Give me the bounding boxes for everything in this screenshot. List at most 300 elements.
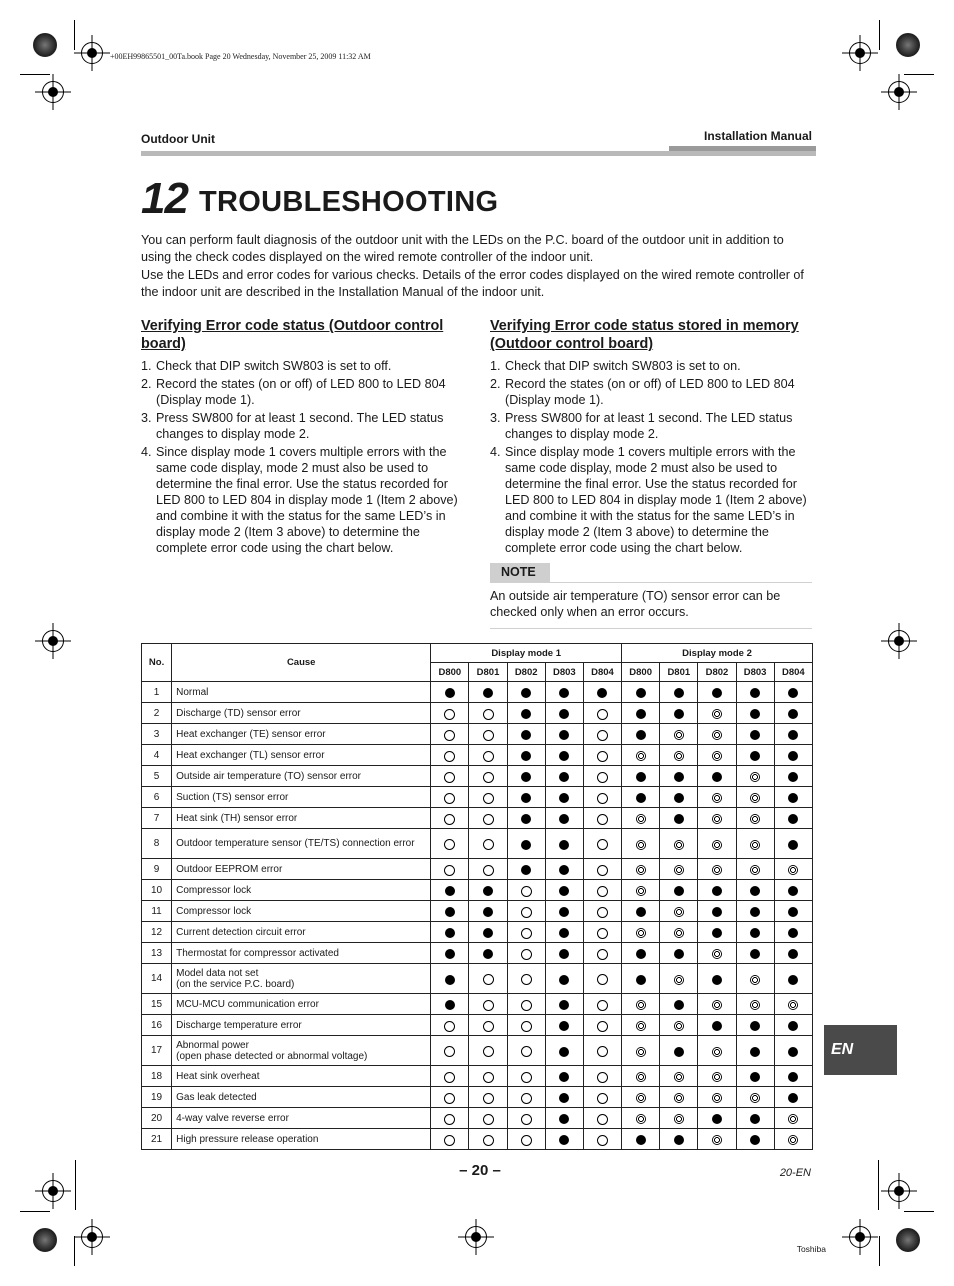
- led-state-cell: [507, 994, 545, 1015]
- led-flash-icon: [674, 975, 684, 985]
- row-cause: Thermostat for compressor activated: [172, 943, 431, 964]
- led-state-cell: [774, 880, 812, 901]
- row-number: 21: [142, 1129, 172, 1150]
- led-off-icon: [483, 839, 494, 850]
- led-state-cell: [774, 682, 812, 703]
- language-tab: EN: [824, 1025, 897, 1075]
- led-on-icon: [559, 840, 569, 850]
- note-rule: [490, 628, 812, 629]
- led-off-icon: [597, 1135, 608, 1146]
- led-on-icon: [788, 1072, 798, 1082]
- led-state-cell: [698, 682, 736, 703]
- chapter-number: 12: [141, 174, 188, 223]
- led-state-cell: [431, 964, 469, 994]
- led-on-icon: [559, 814, 569, 824]
- led-on-icon: [521, 865, 531, 875]
- led-flash-icon: [788, 865, 798, 875]
- led-state-cell: [622, 922, 660, 943]
- led-state-cell: [774, 994, 812, 1015]
- row-cause: Compressor lock: [172, 901, 431, 922]
- led-state-cell: [698, 766, 736, 787]
- led-on-icon: [712, 886, 722, 896]
- led-state-cell: [622, 1087, 660, 1108]
- led-flash-icon: [636, 840, 646, 850]
- led-flash-icon: [674, 907, 684, 917]
- led-flash-icon: [674, 840, 684, 850]
- crosshair-icon: [888, 81, 910, 103]
- led-state-cell: [507, 943, 545, 964]
- led-on-icon: [445, 688, 455, 698]
- led-state-cell: [583, 808, 621, 829]
- led-on-icon: [788, 928, 798, 938]
- led-off-icon: [444, 1046, 455, 1057]
- led-state-cell: [660, 787, 698, 808]
- row-cause: Suction (TS) sensor error: [172, 787, 431, 808]
- led-state-cell: [507, 901, 545, 922]
- table-row: [142, 994, 813, 1015]
- led-state-cell: [545, 943, 583, 964]
- led-on-icon: [559, 865, 569, 875]
- error-table-body: [142, 682, 813, 1150]
- led-state-cell: [774, 703, 812, 724]
- led-state-cell: [774, 829, 812, 859]
- led-state-cell: [736, 994, 774, 1015]
- led-flash-icon: [788, 1135, 798, 1145]
- led-on-icon: [636, 949, 646, 959]
- led-state-cell: [583, 1015, 621, 1036]
- step-item: 2. Record the states (on or off) of LED 800 to LED 804 (Display mode 1).: [490, 377, 795, 407]
- led-flash-icon: [712, 865, 722, 875]
- table-row: [142, 964, 813, 994]
- led-off-icon: [483, 814, 494, 825]
- led-state-cell: [698, 724, 736, 745]
- led-flash-icon: [636, 814, 646, 824]
- led-on-icon: [521, 793, 531, 803]
- row-cause: Heat sink (TH) sensor error: [172, 808, 431, 829]
- led-on-icon: [483, 949, 493, 959]
- led-state-cell: [545, 829, 583, 859]
- led-state-cell: [507, 859, 545, 880]
- section-stored-error: [490, 317, 815, 558]
- crop-mark: [878, 1160, 879, 1210]
- led-off-icon: [483, 865, 494, 876]
- led-flash-icon: [674, 1072, 684, 1082]
- led-state-cell: [469, 724, 507, 745]
- led-flash-icon: [674, 928, 684, 938]
- led-on-icon: [750, 1072, 760, 1082]
- led-off-icon: [483, 751, 494, 762]
- led-state-cell: [431, 943, 469, 964]
- led-state-cell: [583, 1129, 621, 1150]
- led-on-icon: [559, 1047, 569, 1057]
- led-state-cell: [545, 766, 583, 787]
- crosshair-icon: [42, 81, 64, 103]
- led-state-cell: [622, 901, 660, 922]
- led-state-cell: [583, 1108, 621, 1129]
- led-state-cell: [545, 1108, 583, 1129]
- led-on-icon: [445, 975, 455, 985]
- row-cause: Heat exchanger (TE) sensor error: [172, 724, 431, 745]
- row-number: 2: [142, 703, 172, 724]
- row-number: 15: [142, 994, 172, 1015]
- led-off-icon: [444, 839, 455, 850]
- led-state-cell: [507, 703, 545, 724]
- led-off-icon: [597, 772, 608, 783]
- led-state-cell: [431, 724, 469, 745]
- section-title: Verifying Error code status (Outdoor control board): [141, 318, 444, 352]
- section-current-error: [141, 317, 466, 558]
- crosshair-icon: [849, 1226, 871, 1248]
- led-flash-icon: [750, 840, 760, 850]
- step-list: [490, 358, 815, 556]
- led-state-cell: [431, 1036, 469, 1066]
- led-header: D800: [431, 663, 469, 682]
- led-state-cell: [583, 703, 621, 724]
- led-state-cell: [545, 859, 583, 880]
- led-on-icon: [559, 772, 569, 782]
- led-state-cell: [469, 808, 507, 829]
- led-state-cell: [431, 808, 469, 829]
- led-off-icon: [521, 1114, 532, 1125]
- led-flash-icon: [636, 865, 646, 875]
- led-state-cell: [698, 964, 736, 994]
- led-state-cell: [507, 1015, 545, 1036]
- led-state-cell: [583, 766, 621, 787]
- led-off-icon: [597, 886, 608, 897]
- led-flash-icon: [636, 1021, 646, 1031]
- led-off-icon: [444, 1135, 455, 1146]
- table-row: [142, 808, 813, 829]
- led-state-cell: [469, 745, 507, 766]
- table-row: [142, 1129, 813, 1150]
- step-item: 4. Since display mode 1 covers multiple errors with the same code display, mode 2 must also be used to determine the final error. Use the status recorded for LED 800 to LED 804 in display mode 1 (Item 2 above) and combine it with the status for the same LED’s in display mode 2 (Item 3 above) to determine the complete error code using the chart below.: [141, 445, 458, 555]
- led-state-cell: [774, 859, 812, 880]
- registration-disc-icon: [896, 1228, 920, 1252]
- table-row: [142, 766, 813, 787]
- led-state-cell: [736, 901, 774, 922]
- led-state-cell: [660, 964, 698, 994]
- led-off-icon: [521, 886, 532, 897]
- table-row: [142, 1036, 813, 1066]
- led-state-cell: [431, 682, 469, 703]
- led-state-cell: [698, 901, 736, 922]
- led-on-icon: [788, 772, 798, 782]
- led-on-icon: [636, 709, 646, 719]
- led-on-icon: [674, 886, 684, 896]
- led-flash-icon: [636, 1047, 646, 1057]
- led-state-cell: [622, 1036, 660, 1066]
- led-on-icon: [712, 907, 722, 917]
- table-row: [142, 1066, 813, 1087]
- row-cause: MCU-MCU communication error: [172, 994, 431, 1015]
- led-state-cell: [774, 745, 812, 766]
- row-number: 4: [142, 745, 172, 766]
- led-on-icon: [674, 688, 684, 698]
- row-number: 14: [142, 964, 172, 994]
- led-off-icon: [597, 751, 608, 762]
- led-state-cell: [469, 964, 507, 994]
- led-off-icon: [597, 1021, 608, 1032]
- led-off-icon: [444, 793, 455, 804]
- led-on-icon: [636, 793, 646, 803]
- led-state-cell: [583, 829, 621, 859]
- led-state-cell: [507, 682, 545, 703]
- row-number: 16: [142, 1015, 172, 1036]
- led-on-icon: [750, 709, 760, 719]
- led-state-cell: [774, 1108, 812, 1129]
- led-state-cell: [469, 994, 507, 1015]
- led-on-icon: [559, 751, 569, 761]
- crop-mark: [75, 1160, 76, 1210]
- crosshair-icon: [888, 1180, 910, 1202]
- led-off-icon: [521, 974, 532, 985]
- led-on-icon: [636, 772, 646, 782]
- led-state-cell: [736, 724, 774, 745]
- led-state-cell: [622, 1129, 660, 1150]
- led-on-icon: [750, 730, 760, 740]
- led-state-cell: [545, 808, 583, 829]
- intro-paragraph: Use the LEDs and error codes for various checks. Details of the error codes displayed on the wired remote controller of the indoor unit are described in the Installation Manual of the indoor unit.: [141, 268, 804, 299]
- led-flash-icon: [636, 1072, 646, 1082]
- chapter-title: TROUBLESHOOTING: [199, 186, 499, 218]
- led-on-icon: [674, 1047, 684, 1057]
- led-flash-icon: [636, 751, 646, 761]
- led-state-cell: [431, 994, 469, 1015]
- led-state-cell: [698, 829, 736, 859]
- step-item: 1. Check that DIP switch SW803 is set to off.: [141, 359, 392, 373]
- led-flash-icon: [788, 1000, 798, 1010]
- led-state-cell: [431, 1108, 469, 1129]
- row-number: 8: [142, 829, 172, 859]
- led-on-icon: [636, 1135, 646, 1145]
- step-text: Record the states (on or off) of LED 800 to LED 804 (Display mode 1).: [156, 377, 446, 407]
- led-state-cell: [774, 787, 812, 808]
- led-state-cell: [507, 880, 545, 901]
- led-state-cell: [774, 922, 812, 943]
- led-state-cell: [698, 880, 736, 901]
- led-off-icon: [521, 1093, 532, 1104]
- led-state-cell: [736, 964, 774, 994]
- led-state-cell: [583, 922, 621, 943]
- led-state-cell: [660, 1087, 698, 1108]
- led-state-cell: [736, 1036, 774, 1066]
- led-state-cell: [622, 808, 660, 829]
- led-flash-icon: [750, 865, 760, 875]
- led-state-cell: [583, 943, 621, 964]
- led-off-icon: [597, 730, 608, 741]
- led-flash-icon: [750, 975, 760, 985]
- crosshair-icon: [465, 1226, 487, 1248]
- led-off-icon: [597, 865, 608, 876]
- row-cause: Outdoor EEPROM error: [172, 859, 431, 880]
- table-row: [142, 682, 813, 703]
- led-state-cell: [469, 1129, 507, 1150]
- led-flash-icon: [712, 840, 722, 850]
- led-state-cell: [469, 1087, 507, 1108]
- led-state-cell: [698, 859, 736, 880]
- led-on-icon: [559, 975, 569, 985]
- led-state-cell: [469, 943, 507, 964]
- brand-name: Toshiba: [796, 1244, 826, 1254]
- led-on-icon: [750, 928, 760, 938]
- led-state-cell: [698, 1108, 736, 1129]
- header-manual-name: Installation Manual: [703, 129, 812, 143]
- led-on-icon: [674, 709, 684, 719]
- led-state-cell: [469, 766, 507, 787]
- led-state-cell: [431, 1015, 469, 1036]
- led-off-icon: [597, 793, 608, 804]
- led-state-cell: [545, 880, 583, 901]
- led-state-cell: [736, 745, 774, 766]
- led-state-cell: [698, 922, 736, 943]
- led-off-icon: [444, 814, 455, 825]
- crosshair-icon: [81, 42, 103, 64]
- led-on-icon: [788, 709, 798, 719]
- led-state-cell: [545, 1129, 583, 1150]
- led-state-cell: [431, 880, 469, 901]
- crosshair-icon: [42, 1180, 64, 1202]
- led-state-cell: [583, 859, 621, 880]
- table-row: [142, 787, 813, 808]
- row-number: 19: [142, 1087, 172, 1108]
- step-text: Check that DIP switch SW803 is set to off.: [156, 359, 392, 373]
- led-on-icon: [788, 793, 798, 803]
- led-off-icon: [483, 730, 494, 741]
- led-state-cell: [698, 1036, 736, 1066]
- led-state-cell: [660, 880, 698, 901]
- led-state-cell: [545, 1036, 583, 1066]
- led-off-icon: [597, 1114, 608, 1125]
- led-off-icon: [444, 1114, 455, 1125]
- led-state-cell: [622, 787, 660, 808]
- led-off-icon: [597, 1046, 608, 1057]
- led-on-icon: [559, 1135, 569, 1145]
- led-state-cell: [698, 745, 736, 766]
- led-state-cell: [469, 829, 507, 859]
- led-on-icon: [483, 688, 493, 698]
- led-flash-icon: [674, 730, 684, 740]
- led-state-cell: [545, 964, 583, 994]
- table-row: [142, 1108, 813, 1129]
- row-number: 1: [142, 682, 172, 703]
- led-on-icon: [750, 1135, 760, 1145]
- led-on-icon: [559, 949, 569, 959]
- header-section-name: Outdoor Unit: [141, 132, 215, 146]
- table-row: [142, 880, 813, 901]
- led-state-cell: [431, 859, 469, 880]
- led-state-cell: [431, 901, 469, 922]
- led-state-cell: [545, 994, 583, 1015]
- led-on-icon: [674, 949, 684, 959]
- row-number: 13: [142, 943, 172, 964]
- table-row: [142, 724, 813, 745]
- step-item: 4. Since display mode 1 covers multiple errors with the same code display, mode 2 must also be used to determine the final error. Use the status recorded for LED 800 to LED 804 in display mode 1 (Item 2 above) and combine it with the status for the same LED’s in display mode 2 (Item 3 above) to determine the complete error code using the chart below.: [490, 445, 807, 555]
- led-flash-icon: [712, 1072, 722, 1082]
- led-on-icon: [559, 730, 569, 740]
- led-off-icon: [521, 1072, 532, 1083]
- crop-mark: [904, 74, 934, 75]
- led-on-icon: [521, 709, 531, 719]
- led-off-icon: [483, 974, 494, 985]
- led-off-icon: [521, 949, 532, 960]
- intro-paragraph: You can perform fault diagnosis of the outdoor unit with the LEDs on the P.C. board of the outdoor unit in addition to using the check codes displayed on the wired remote controller of the indoor unit.: [141, 233, 784, 264]
- led-flash-icon: [712, 814, 722, 824]
- led-on-icon: [483, 928, 493, 938]
- led-on-icon: [559, 793, 569, 803]
- led-on-icon: [445, 1000, 455, 1010]
- row-cause: Gas leak detected: [172, 1087, 431, 1108]
- led-state-cell: [736, 859, 774, 880]
- led-on-icon: [788, 730, 798, 740]
- led-on-icon: [483, 907, 493, 917]
- led-on-icon: [712, 928, 722, 938]
- led-state-cell: [736, 880, 774, 901]
- crop-mark: [20, 1211, 50, 1212]
- led-flash-icon: [674, 1021, 684, 1031]
- crosshair-icon: [81, 1226, 103, 1248]
- led-on-icon: [674, 772, 684, 782]
- led-state-cell: [660, 1129, 698, 1150]
- led-on-icon: [559, 1072, 569, 1082]
- led-state-cell: [736, 1087, 774, 1108]
- table-row: [142, 745, 813, 766]
- led-on-icon: [712, 1021, 722, 1031]
- led-state-cell: [469, 1015, 507, 1036]
- led-flash-icon: [636, 1000, 646, 1010]
- table-row: [142, 1087, 813, 1108]
- led-header: D803: [545, 663, 583, 682]
- led-off-icon: [483, 1093, 494, 1104]
- led-off-icon: [483, 1046, 494, 1057]
- led-off-icon: [597, 1093, 608, 1104]
- led-state-cell: [698, 703, 736, 724]
- led-state-cell: [774, 1015, 812, 1036]
- col-header-mode1: Display mode 1: [431, 644, 622, 663]
- led-state-cell: [736, 703, 774, 724]
- led-off-icon: [483, 1135, 494, 1146]
- led-state-cell: [660, 766, 698, 787]
- led-on-icon: [559, 886, 569, 896]
- led-on-icon: [788, 1047, 798, 1057]
- led-state-cell: [774, 1087, 812, 1108]
- table-row: [142, 943, 813, 964]
- led-state-cell: [774, 766, 812, 787]
- led-state-cell: [507, 724, 545, 745]
- crosshair-icon: [42, 630, 64, 652]
- led-flash-icon: [636, 886, 646, 896]
- led-on-icon: [559, 1093, 569, 1103]
- table-row: [142, 922, 813, 943]
- led-state-cell: [622, 703, 660, 724]
- led-on-icon: [788, 907, 798, 917]
- led-state-cell: [660, 703, 698, 724]
- row-number: 9: [142, 859, 172, 880]
- led-state-cell: [774, 1036, 812, 1066]
- row-cause: Heat exchanger (TL) sensor error: [172, 745, 431, 766]
- row-number: 12: [142, 922, 172, 943]
- led-off-icon: [597, 1000, 608, 1011]
- step-text: Press SW800 for at least 1 second. The LED status changes to display mode 2.: [505, 411, 793, 441]
- led-on-icon: [636, 975, 646, 985]
- led-off-icon: [521, 1046, 532, 1057]
- led-state-cell: [622, 880, 660, 901]
- led-on-icon: [750, 1114, 760, 1124]
- led-state-cell: [507, 829, 545, 859]
- led-header: D800: [622, 663, 660, 682]
- led-on-icon: [788, 975, 798, 985]
- led-header: D803: [736, 663, 774, 682]
- led-state-cell: [545, 1015, 583, 1036]
